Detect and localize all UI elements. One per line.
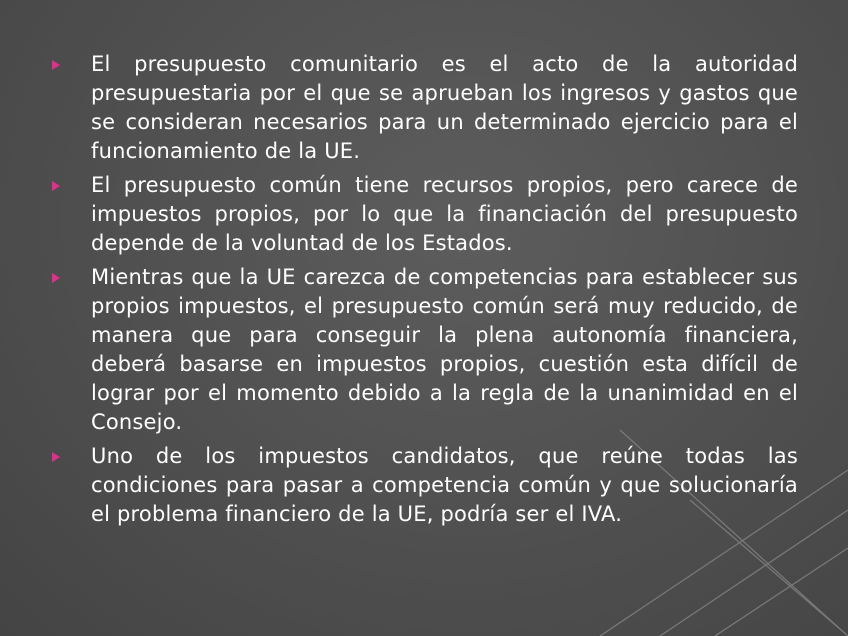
bullet-item-1 xyxy=(52,50,798,166)
bullet-item-4 xyxy=(52,442,798,529)
bullet-icon xyxy=(52,273,60,283)
bullet-text: Mientras que la UE carezca de competencias para establecer sus propios impuestos, el presupuesto común será muy reducido, de manera que para conseguir la plena autonomía financiera, deberá basarse en impuestos propios, cuestión esta difícil de lograr por el momento debido a la regla de la unanimidad en el Consejo. xyxy=(91,265,798,434)
bullet-icon xyxy=(52,452,60,462)
bullet-icon xyxy=(52,181,60,191)
bullet-icon xyxy=(52,60,60,70)
bullet-item-3 xyxy=(52,263,798,437)
bullet-text: Uno de los impuestos candidatos, que reúne todas las condiciones para pasar a competencia común y que solucionaría el problema financiero de la UE, podría ser el IVA. xyxy=(91,444,798,526)
bullet-item-2 xyxy=(52,171,798,258)
bullet-list xyxy=(52,50,798,534)
bullet-text: El presupuesto comunitario es el acto de la autoridad presupuestaria por el que se aprueban los ingresos y gastos que se consideran necesarios para un determinado ejercicio para el funcionamiento de la UE. xyxy=(91,52,798,163)
bullet-text: El presupuesto común tiene recursos propios, pero carece de impuestos propios, por lo que la financiación del presupuesto depende de la voluntad de los Estados. xyxy=(91,173,798,255)
